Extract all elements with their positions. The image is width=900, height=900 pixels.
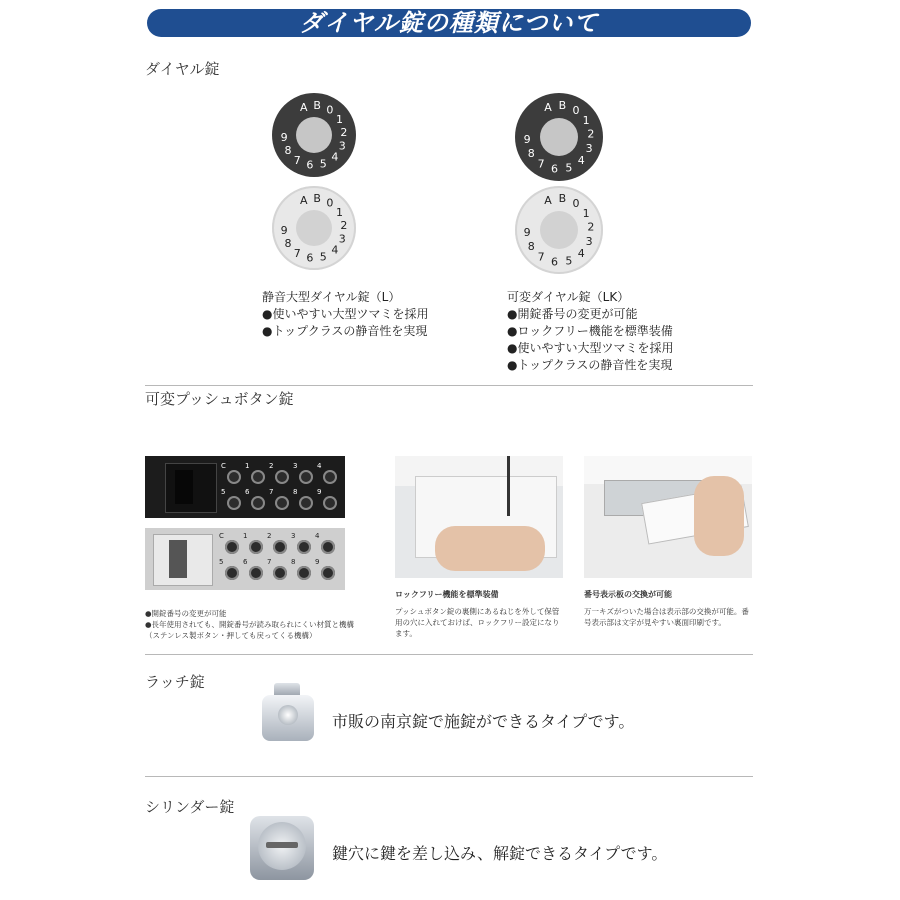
latch-description: 市販の南京錠で施錠ができるタイプです。 xyxy=(332,712,635,731)
dial-char: 0 xyxy=(326,103,334,117)
keypad-number-label: 3 xyxy=(291,532,296,540)
keypad-dark-image xyxy=(145,456,345,518)
dial-char: 4 xyxy=(331,243,339,257)
keypad-number-label: 8 xyxy=(291,558,296,566)
list-item: ● 使いやすい大型ツマミを採用 xyxy=(262,306,429,323)
dial-char: 8 xyxy=(527,147,535,160)
latch-lock-image xyxy=(258,683,318,745)
keypad-number-label: 4 xyxy=(315,532,320,540)
dial-char: 1 xyxy=(335,206,343,220)
lockfree-photo xyxy=(395,456,563,578)
list-item: 長年使用されても、開錠番号が読み取られにくい材質と機構（ステンレス製ボタン・押しても戻ってくる機構） xyxy=(145,620,355,640)
keypad-button xyxy=(321,540,335,554)
dial-char: 0 xyxy=(326,196,334,210)
keypad-button xyxy=(273,566,287,580)
plate-title: 番号表示板の交換が可能 xyxy=(584,590,672,599)
dial-char: 0 xyxy=(572,196,580,210)
keypad-number-label: 5 xyxy=(219,558,224,566)
keypad-number-label: C xyxy=(221,462,226,470)
keypad-button xyxy=(249,540,263,554)
keypad-number-label: 9 xyxy=(317,488,322,496)
dial-char: 6 xyxy=(551,255,559,269)
dial-char: 9 xyxy=(280,224,288,238)
keypad-button xyxy=(275,470,289,484)
dial-char: 4 xyxy=(577,247,585,261)
list-item: ● 使いやすい大型ツマミを採用 xyxy=(507,340,674,357)
keypad-number-label: 6 xyxy=(243,558,248,566)
keypad-button xyxy=(249,566,263,580)
keypad-button xyxy=(275,496,289,510)
keypad-number-label: C xyxy=(219,532,224,540)
keypad-button xyxy=(225,566,239,580)
lockfree-text: プッシュボタン錠の裏側にあるねじを外して保管用の穴に入れておけば、ロックフリー設定になります。 xyxy=(395,607,560,638)
section-title-cylinder: シリンダー錠 xyxy=(145,798,235,816)
keypad-number-label: 4 xyxy=(317,462,322,470)
cylinder-lock-image xyxy=(244,812,320,884)
keypad-button xyxy=(251,496,265,510)
page-title-banner xyxy=(147,9,751,37)
keypad-number-label: 2 xyxy=(269,462,274,470)
dial-char: 3 xyxy=(585,234,593,248)
keypad-number-label: 7 xyxy=(269,488,274,496)
dial-char: 9 xyxy=(523,133,531,147)
cylinder-description: 鍵穴に鍵を差し込み、解錠できるタイプです。 xyxy=(332,844,668,863)
dial-l-light-image xyxy=(272,186,356,270)
plate-text: 万一キズがついた場合は表示部の交換が可能。番号表示部は文字が見やすい裏面印刷です。 xyxy=(584,607,749,627)
product-name-l: 静音大型ダイヤル錠（L） xyxy=(262,290,401,304)
dial-char: 2 xyxy=(340,218,348,232)
keypad-button xyxy=(225,540,239,554)
keypad-number-label: 6 xyxy=(245,488,250,496)
dial-char: 2 xyxy=(340,125,348,139)
lockfree-block xyxy=(395,589,565,639)
dial-char: 4 xyxy=(331,150,339,164)
section-title-push: 可変プッシュボタン錠 xyxy=(145,390,294,408)
dial-char: 6 xyxy=(306,251,314,265)
keypad-number-label: 1 xyxy=(243,532,248,540)
dial-char: 0 xyxy=(572,103,580,117)
dial-lk-light-image xyxy=(515,186,603,274)
list-item: 開錠番号の変更が可能 xyxy=(151,609,227,618)
dial-char: 8 xyxy=(284,237,292,250)
keypad-button xyxy=(297,540,311,554)
dial-char: 4 xyxy=(577,154,585,168)
keypad-number-label: 3 xyxy=(293,462,298,470)
keypad-number-label: 7 xyxy=(267,558,272,566)
list-item: ● ロックフリー機能を標準装備 xyxy=(507,323,674,340)
dial-char: B xyxy=(313,99,321,113)
dial-char: 2 xyxy=(587,220,595,234)
product-name-lk: 可変ダイヤル錠（LK） xyxy=(507,290,630,304)
dial-char: 5 xyxy=(565,254,573,268)
keypad-button xyxy=(273,540,287,554)
dial-char: A xyxy=(544,193,552,207)
divider xyxy=(145,776,753,777)
dial-char: 1 xyxy=(335,113,343,127)
dial-char: 3 xyxy=(338,232,346,246)
dial-char: 6 xyxy=(551,162,559,176)
dial-char: A xyxy=(544,100,552,114)
dial-char: 6 xyxy=(306,158,314,172)
dial-char: 7 xyxy=(293,153,301,167)
page-title: ダイヤル錠の種類について xyxy=(299,9,599,37)
dial-char: 1 xyxy=(582,114,590,128)
divider xyxy=(145,385,753,386)
dial-char: A xyxy=(299,100,308,114)
keypad-button xyxy=(299,470,313,484)
dial-char: 5 xyxy=(565,161,573,175)
list-item: ● トップクラスの静音性を実現 xyxy=(262,323,429,340)
section-title-dial: ダイヤル錠 xyxy=(145,60,220,78)
dial-char: 7 xyxy=(537,250,545,264)
plate-photo xyxy=(584,456,752,578)
keypad-number-label: 9 xyxy=(315,558,320,566)
dial-lk-dark-image xyxy=(515,93,603,181)
keypad-number-label: 2 xyxy=(267,532,272,540)
dial-char: 2 xyxy=(587,127,595,141)
dial-char: 9 xyxy=(280,131,288,145)
feature-list-l xyxy=(262,306,429,340)
keypad-button xyxy=(323,470,337,484)
list-item: ● 開錠番号の変更が可能 xyxy=(507,306,674,323)
dial-char: 9 xyxy=(523,226,531,240)
dial-char: B xyxy=(558,99,567,113)
dial-char: 3 xyxy=(338,139,346,153)
lockfree-title: ロックフリー機能を標準装備 xyxy=(395,590,499,599)
dial-char: 8 xyxy=(527,240,535,253)
divider xyxy=(145,654,753,655)
dial-char: 5 xyxy=(319,157,327,171)
keypad-button xyxy=(227,496,241,510)
dial-char: 5 xyxy=(319,250,327,264)
keypad-button xyxy=(227,470,241,484)
dial-char: 3 xyxy=(585,141,593,155)
keypad-silver-image xyxy=(145,528,345,590)
dial-char: 7 xyxy=(293,246,301,260)
keypad-button xyxy=(299,496,313,510)
dial-char: A xyxy=(299,193,308,207)
keypad-button xyxy=(251,470,265,484)
plate-block xyxy=(584,589,756,628)
dial-char: 1 xyxy=(582,207,590,221)
dial-char: B xyxy=(313,192,321,206)
list-item: ● トップクラスの静音性を実現 xyxy=(507,357,674,374)
keypad-number-label: 1 xyxy=(245,462,250,470)
keypad-number-label: 5 xyxy=(221,488,226,496)
keypad-button xyxy=(321,566,335,580)
dial-char: 7 xyxy=(537,157,545,171)
keypad-button xyxy=(323,496,337,510)
keypad-button xyxy=(297,566,311,580)
dial-l-dark-image xyxy=(272,93,356,177)
feature-list-lk xyxy=(507,306,674,374)
dial-char: B xyxy=(558,192,567,206)
keypad-number-label: 8 xyxy=(293,488,298,496)
push-feature-list: ●開錠番号の変更が可能 ●長年使用されても、開錠番号が読み取られにくい材質と機構（ステンレス製ボタン・押しても戻ってくる機構） xyxy=(145,609,355,640)
dial-char: 8 xyxy=(284,144,292,157)
section-title-latch: ラッチ錠 xyxy=(145,673,205,691)
